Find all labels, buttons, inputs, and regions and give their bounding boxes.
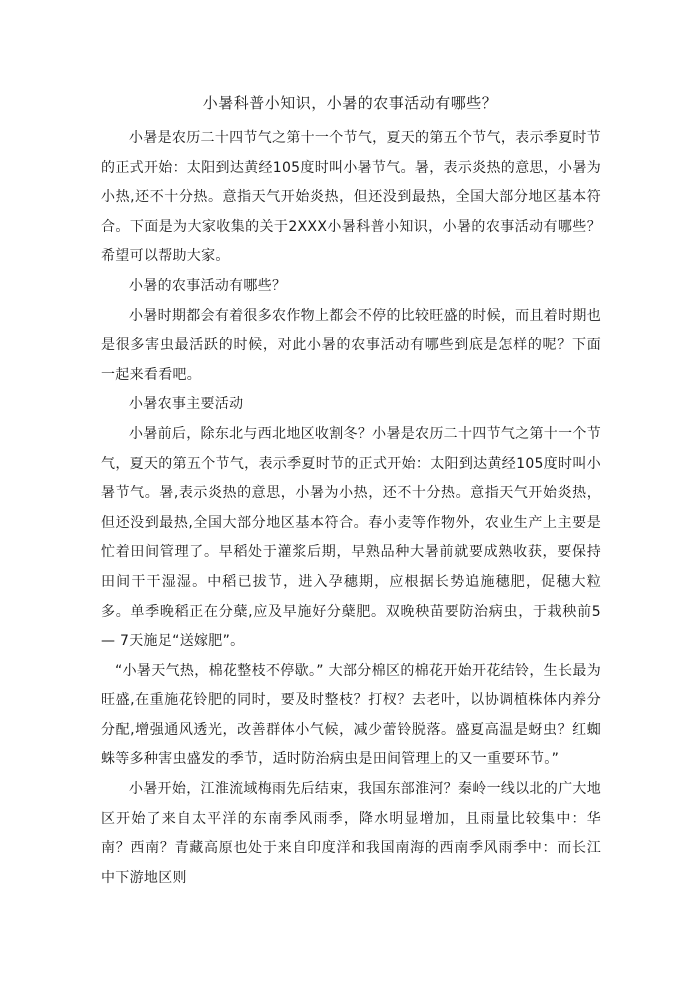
paragraph-field-management: 小暑前后，除东北与西北地区收割冬？小暑是农历二十四节气之第十一个节气，夏天的第五个节气，表示季夏时节的正式开始：太阳到达黄经105度时叫小暑节气。暑,表示炎热的意思，小暑为小热，还不十分热。意指天气开始炎热，但还没到最热,全国大部分地区基本符合。春小麦等作物外，农业生产上主要是忙着田间管理了。早稻处于灌浆后期，早熟品种大暑前就要成熟收获，要保持田间干干湿湿。中稻已拔节，进入孕穗期，应根据长势追施穗肥，促穗大粒多。单季晚稻正在分蘖,应及早施好分蘖肥。双晚秧苗要防治病虫，于栽秧前5— 7天施足“送嫁肥”。	[101, 425, 601, 650]
paragraph-intro: 小暑是农历二十四节气之第十一个节气，夏天的第五个节气，表示季夏时节的正式开始：太阳到达黄经105度时叫小暑节气。暑，表示炎热的意思，小暑为小热,还不十分热。意指天气开始炎热，但还没到最热，全国大部分地区基本符合。下面是为大家收集的关于2XXX小暑科普小知识，小暑的农事活动有哪些？希望可以帮助大家。	[101, 130, 601, 265]
paragraph-cotton: “小暑天气热，棉花整枝不停歇。” 大部分棉区的棉花开始开花结铃，生长最为旺盛,在重施花铃肥的同时，要及时整枝？打杈？去老叶，以协调植株体内养分分配,增强通风透光，改善群体小气候，减少蕾铃脱落。盛夏高温是蚜虫？红蜘蛛等多种害虫盛发的季节，适时防治病虫是田间管理上的又一重要环节。”	[101, 662, 601, 768]
document-body	[101, 124, 601, 893]
document-title: 小暑科普小知识，小暑的农事活动有哪些？	[202, 94, 498, 112]
paragraph-activities-intro: 小暑时期都会有着很多农作物上都会不停的比较旺盛的时候，而且着时期也是很多害虫最活跃的时候，对此小暑的农事活动有哪些到底是怎样的呢？下面一起来看看吧。	[101, 307, 601, 383]
paragraph-heading-main-activities: 小暑农事主要活动	[129, 396, 244, 413]
paragraph-heading-activities: 小暑的农事活动有哪些？	[129, 277, 287, 294]
paragraph-rainy-season: 小暑开始，江淮流域梅雨先后结束，我国东部淮河？秦岭一线以北的广大地区开始了来自太平洋的东南季风雨季，降水明显增加，且雨量比较集中：华南？西南？青藏高原也处于来自印度洋和我国南海的西南季风雨季中：而长江中下游地区则	[101, 781, 601, 886]
